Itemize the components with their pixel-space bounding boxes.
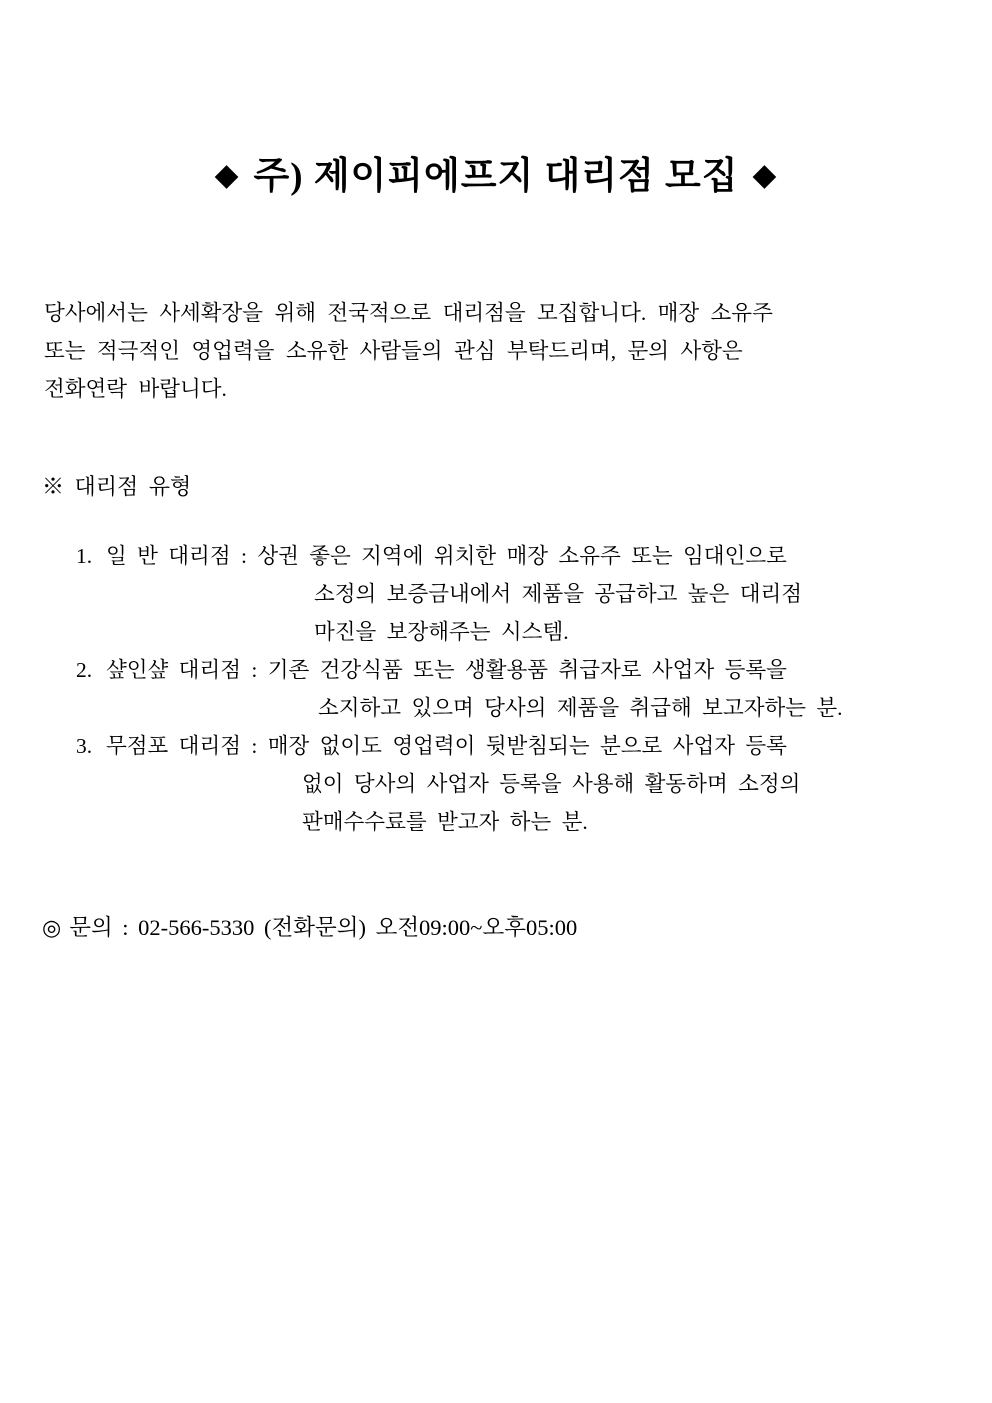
list-item-cont-1: 소지하고 있으며 당사의 제품을 취급해 보고자하는 분. [318,696,843,721]
list-item [0,537,992,651]
list-item-head [76,651,992,689]
list-item-cont-1: 없이 당사의 사업자 등록을 사용해 활동하며 소정의 [302,772,801,797]
section-heading [0,470,992,501]
list-item-title: 샾인샾 대리점 : [106,658,258,683]
double-circle-icon: ◎ [42,915,62,941]
list-item-title: 무점포 대리점 : [106,734,258,759]
list-item-number: 3. [76,734,93,759]
list-item [0,727,992,841]
list-item-head-rest: 기존 건강식품 또는 생활용품 취급자로 사업자 등록을 [267,658,787,683]
intro-paragraph [0,294,992,408]
list-item-head [76,537,992,575]
section-marker-icon: ※ [42,474,65,500]
section-heading-label: 대리점 유형 [74,474,192,500]
intro-line-2: 또는 적극적인 영업력을 소유한 사람들의 관심 부탁드리며, 문의 사항은 [44,339,743,364]
list-item-title: 일 반 대리점 : [106,544,247,569]
diamond-left-icon: ◆ [214,157,240,192]
list-item-cont-2: 판매수수료를 받고자 하는 분. [302,810,588,835]
contact-text: 문의 : 02-566-5330 (전화문의) 오전09:00~오후05:00 [69,915,578,941]
diamond-right-icon: ◆ [752,157,778,192]
list-item-number: 1. [76,544,93,569]
list-item-head [76,727,992,765]
list-item-cont-2: 마진을 보장해주는 시스템. [314,620,569,645]
list-item-head-rest: 매장 없이도 영업력이 뒷받침되는 분으로 사업자 등록 [267,734,787,759]
page-title [0,0,992,199]
agency-type-list [0,537,992,841]
list-item-head-rest: 상권 좋은 지역에 위치한 매장 소유주 또는 임대인으로 [257,544,787,569]
intro-line-1: 당사에서는 사세확장을 위해 전국적으로 대리점을 모집합니다. 매장 소유주 [44,301,773,326]
list-item-cont-1: 소정의 보증금내에서 제품을 공급하고 높은 대리점 [314,582,803,607]
list-item [0,651,992,727]
intro-line-3: 전화연락 바랍니다. [44,377,227,402]
page-title-text: 주) 제이피에프지 대리점 모집 [253,156,739,197]
contact-line [0,911,992,945]
list-item-number: 2. [76,658,93,683]
